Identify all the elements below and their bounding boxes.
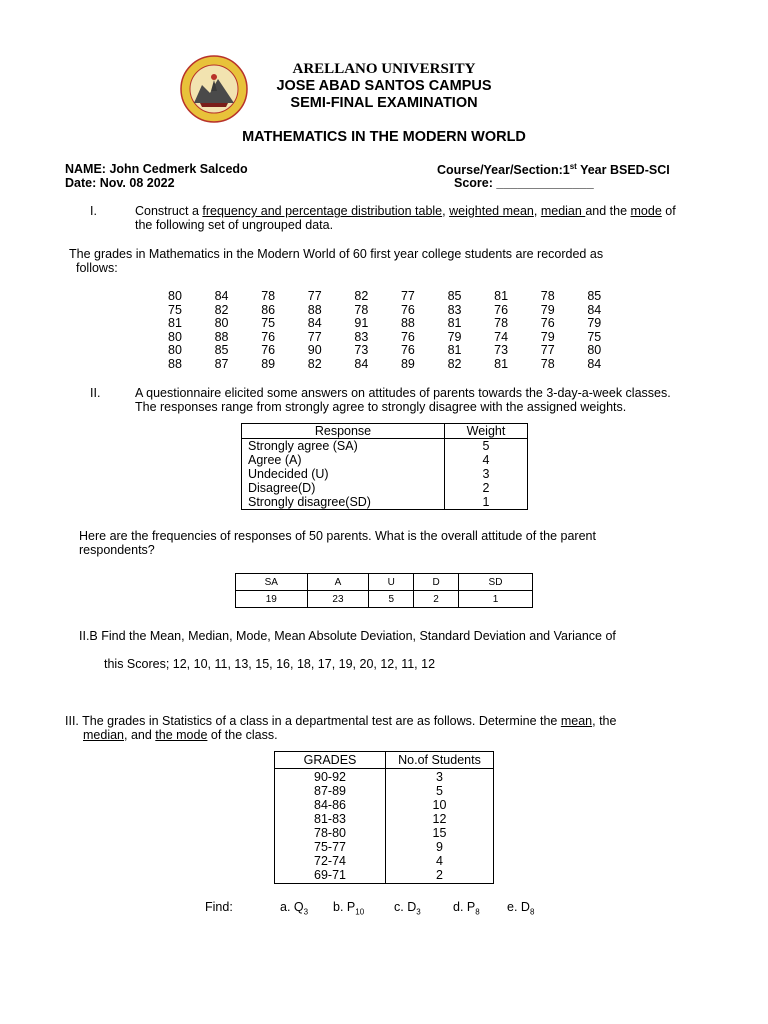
- weight-values-cell: [445, 439, 528, 510]
- student-count: 2: [436, 868, 443, 882]
- grade-cell: 77: [307, 289, 322, 303]
- student-name: NAME: John Cedmerk Salcedo: [65, 162, 248, 176]
- grade-cell: 81: [447, 316, 462, 331]
- grade-cell: 75: [168, 302, 182, 317]
- weight-response-label: Strongly disagree(SD): [248, 495, 371, 509]
- weight-table-body: [242, 439, 528, 510]
- part2b-line1: II.B Find the Mean, Median, Mode, Mean Absolute Deviation, Standard Deviation and Variance of: [79, 629, 616, 643]
- statistics-grades-table: [274, 751, 494, 884]
- stats-header-students: No.of Students: [386, 752, 494, 769]
- grade-cell: 77: [400, 289, 415, 303]
- weight-table-header: [242, 424, 528, 439]
- part1-number: I.: [90, 204, 97, 218]
- weight-table: [241, 423, 528, 510]
- grade-cell: 84: [214, 289, 229, 303]
- freq-header-cell: SD: [458, 574, 532, 591]
- grade-cell: 75: [261, 316, 276, 331]
- grades-row: [168, 331, 634, 345]
- grade-cell: 76: [261, 329, 276, 344]
- student-count: 4: [436, 854, 443, 868]
- score-field: Score: ______________: [454, 176, 594, 190]
- grade-cell: 78: [494, 316, 509, 331]
- grade-cell: 79: [540, 302, 555, 317]
- freq-header-cell: A: [307, 574, 369, 591]
- part2-number: II.: [90, 386, 101, 400]
- frequency-table-header: [236, 574, 533, 591]
- student-count: 10: [432, 798, 447, 812]
- grade-interval: 78-80: [314, 826, 346, 840]
- grades-row: [168, 304, 634, 318]
- grades-intro-line2: follows:: [76, 261, 118, 275]
- stats-grades-cell: [275, 769, 386, 884]
- grade-cell: 78: [261, 289, 276, 303]
- grade-cell: 81: [447, 343, 462, 358]
- freq-value-cell: 23: [307, 591, 369, 608]
- grade-cell: 79: [587, 316, 602, 331]
- weight-value: 2: [482, 481, 490, 495]
- grade-cell: 84: [354, 356, 369, 371]
- grades-row: [168, 317, 634, 331]
- grade-cell: 80: [168, 343, 182, 358]
- weight-response-label: Agree (A): [248, 453, 302, 467]
- grade-cell: 88: [214, 329, 229, 344]
- part2-line1: A questionnaire elicited some answers on attitudes of parents towards the 3-day-a-week classes.: [135, 386, 671, 400]
- grade-cell: 80: [214, 316, 229, 331]
- grade-interval: 75-77: [314, 840, 346, 854]
- weight-header-response: Response: [242, 424, 445, 439]
- find-item-d8: e. $D_8$: [507, 900, 535, 917]
- grade-cell: 79: [540, 329, 555, 344]
- grade-cell: 81: [494, 356, 509, 371]
- grade-cell: 89: [261, 356, 276, 371]
- grade-cell: 85: [214, 343, 229, 358]
- grade-cell: 76: [400, 329, 415, 344]
- stats-table-header: [275, 752, 494, 769]
- grade-cell: 76: [261, 343, 276, 358]
- grade-cell: 82: [214, 302, 229, 317]
- campus-name: JOSE ABAD SANTOS CAMPUS: [276, 78, 492, 94]
- grade-cell: 78: [540, 289, 555, 303]
- grade-cell: 83: [447, 302, 462, 317]
- grade-cell: 87: [214, 356, 229, 371]
- grades-intro: The grades in Mathematics in the Modern World of 60 first year college students are recorded as: [69, 247, 604, 261]
- grade-cell: 84: [587, 356, 602, 371]
- grade-cell: 78: [354, 302, 369, 317]
- grade-cell: 88: [307, 302, 322, 317]
- grade-cell: 75: [587, 329, 602, 344]
- grade-cell: 76: [540, 316, 555, 331]
- freq-value-cell: 1: [458, 591, 532, 608]
- grade-cell: 79: [447, 329, 462, 344]
- grade-cell: 74: [494, 329, 509, 344]
- grade-cell: 84: [587, 302, 602, 317]
- grade-cell: 85: [587, 289, 602, 303]
- weight-value: 1: [482, 495, 490, 509]
- weight-response-label: Disagree(D): [248, 481, 316, 495]
- grade-cell: 83: [354, 329, 369, 344]
- math-grades-table: [168, 290, 634, 372]
- frequency-table: [235, 573, 533, 608]
- weight-value: 4: [482, 453, 490, 467]
- grade-cell: 73: [354, 343, 369, 358]
- grade-cell: 84: [307, 316, 322, 331]
- grade-interval: 69-71: [314, 868, 346, 882]
- course-year-section: Course/Year/Section:1st Year BSED-SCI: [437, 162, 670, 178]
- grade-cell: 81: [494, 289, 509, 303]
- weight-value: 3: [482, 467, 490, 481]
- grade-interval: 84-86: [314, 798, 346, 812]
- student-count: 12: [432, 812, 447, 826]
- part1-instruction-line2: the following set of ungrouped data.: [135, 218, 334, 232]
- weight-response-label: Strongly agree (SA): [248, 439, 358, 453]
- freq-intro-line2: respondents?: [79, 543, 155, 557]
- freq-value-cell: 5: [369, 591, 414, 608]
- grade-interval: 72-74: [314, 854, 346, 868]
- grade-cell: 86: [261, 302, 276, 317]
- freq-header-cell: D: [414, 574, 459, 591]
- find-item-d3: c. $D_3$: [394, 900, 421, 917]
- grade-interval: 90-92: [314, 770, 346, 784]
- weight-header-weight: Weight: [445, 424, 528, 439]
- stats-table-body: [275, 769, 494, 884]
- grade-cell: 85: [447, 289, 462, 303]
- part3-line2: median, and the mode of the class.: [83, 728, 278, 742]
- grade-cell: 82: [307, 356, 322, 371]
- grade-cell: 76: [400, 343, 415, 358]
- grade-interval: 87-89: [314, 784, 346, 798]
- grade-cell: 80: [168, 289, 182, 303]
- part2-line2: The responses range from strongly agree to strongly disagree with the assigned weights.: [135, 400, 627, 414]
- grade-cell: 80: [168, 329, 182, 344]
- grade-cell: 82: [354, 289, 369, 303]
- grade-cell: 88: [168, 356, 182, 371]
- freq-value-cell: 19: [236, 591, 308, 608]
- grade-interval: 81-83: [314, 812, 346, 826]
- part1-instruction: Construct a frequency and percentage distribution table, weighted mean, median and the mode of: [135, 204, 676, 218]
- grades-row: [168, 344, 634, 358]
- subject-title: MATHEMATICS IN THE MODERN WORLD: [242, 129, 526, 145]
- weight-responses-cell: [242, 439, 445, 510]
- freq-intro: Here are the frequencies of responses of 50 parents. What is the overall attitude of the parent: [79, 529, 596, 543]
- freq-header-cell: U: [369, 574, 414, 591]
- grade-cell: 76: [400, 302, 415, 317]
- exam-title: SEMI-FINAL EXAMINATION: [290, 95, 478, 111]
- find-item-p10: b. $P_{10}$: [333, 900, 365, 917]
- freq-value-cell: 2: [414, 591, 459, 608]
- grade-cell: 78: [540, 356, 555, 371]
- grades-row: [168, 290, 634, 304]
- weight-value: 5: [482, 439, 490, 453]
- exam-date: Date: Nov. 08 2022: [65, 176, 175, 190]
- grade-cell: 81: [168, 316, 182, 331]
- freq-header-cell: SA: [236, 574, 308, 591]
- grade-cell: 88: [400, 316, 415, 331]
- student-count: 9: [436, 840, 443, 854]
- stats-count-cell: [386, 769, 494, 884]
- grade-cell: 80: [587, 343, 602, 358]
- student-count: 5: [436, 784, 443, 798]
- grade-cell: 76: [494, 302, 509, 317]
- weight-response-label: Undecided (U): [248, 467, 329, 481]
- part3-line1: III. The grades in Statistics of a class in a departmental test are as follows. Determine the mean, the: [65, 714, 617, 728]
- find-item-p8: d. $P_8$: [453, 900, 480, 917]
- grade-cell: 82: [447, 356, 462, 371]
- find-label: Find:: [205, 900, 233, 914]
- grade-cell: 91: [354, 316, 369, 331]
- part2b-scores: this Scores; 12, 10, 11, 13, 15, 16, 18, 17, 19, 20, 12, 11, 12: [104, 657, 436, 671]
- grades-row: [168, 358, 634, 372]
- student-count: 15: [432, 826, 447, 840]
- grade-cell: 77: [540, 343, 555, 358]
- grade-cell: 77: [307, 329, 322, 344]
- stats-header-grades: GRADES: [275, 752, 386, 769]
- frequency-table-values: [236, 591, 533, 608]
- student-count: 3: [436, 770, 443, 784]
- find-item-q3: a. $Q_3$: [280, 900, 309, 917]
- grade-cell: 73: [494, 343, 509, 358]
- university-name: ARELLANO UNIVERSITY: [292, 61, 476, 77]
- grade-cell: 89: [400, 356, 415, 371]
- grade-cell: 90: [307, 343, 322, 358]
